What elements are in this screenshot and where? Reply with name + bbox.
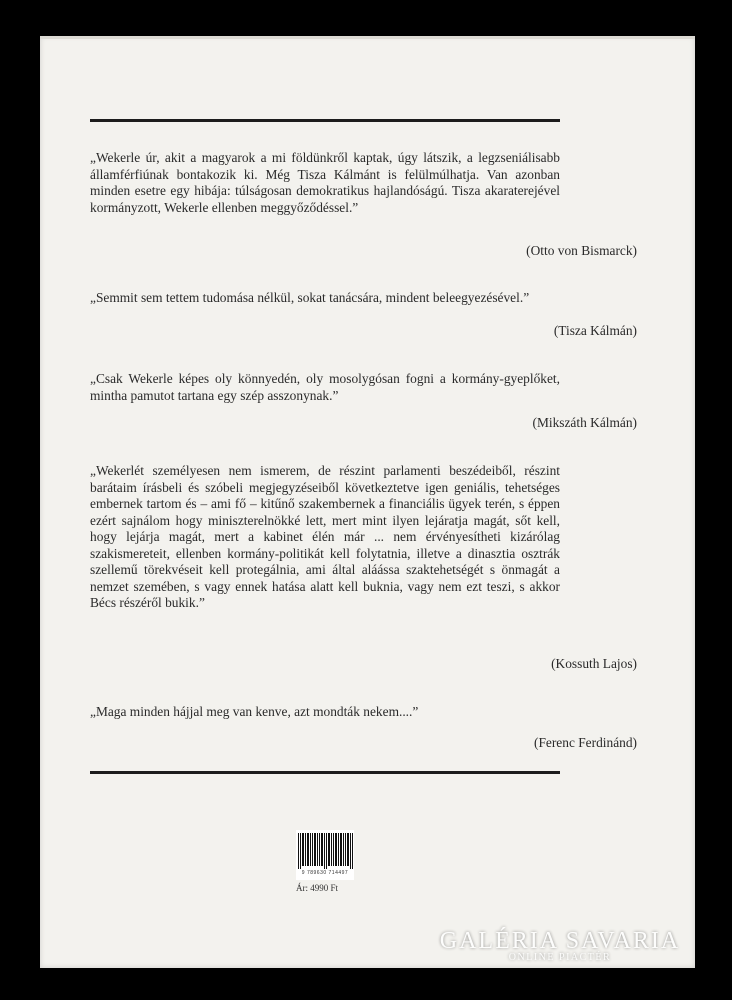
quote-kossuth: „Wekerlét személyesen nem ismerem, de részint parlamenti beszédeiből, részint barátaim írásbeli és szóbeli megjegyzéseiből következtetve igen geniális, tehetséges embernek tartom és – ami fő – kitűnő szakembernek a financiális ügyek terén, s éppen ezért sajnálom hogy miniszterelnökké lett, mert mint ilyen lejáratja magát, sőt kell, hogy lejárja magát, mert a kabinet élén már ... nem érvényesítheti kizárólag szakismereteit, ellenben kormány-politikát kell folytatnia, illetve a dinasztia osztrák szellemű törekvéseit kell protegálnia, ami által aláássa szaktehetségét s önmagát a nemzet szemében, s vagy ennek hatása alatt kell buknia, vagy nem ezt teszi, s akkor Bécs részéről bukik.” <box>90 463 560 610</box>
watermark-subtitle: ONLINE PIACTÉR <box>508 952 612 963</box>
watermark-title: GALÉRIA SAVARIA <box>439 928 681 954</box>
author-tisza: (Tisza Kálmán) <box>553 323 637 338</box>
cover-top-edge <box>40 36 695 39</box>
quote-bismarck: „Wekerle úr, akit a magyarok a mi földünkről kaptak, úgy látszik, a legzseniálisabb államférfiúnak bontakozik ki. Még Tisza Kálmánt is felülmúlhatja. Van azonban minden esetre egy hibája: túlságosan demokratikus hajlandóságú. Tisza akaraterejével kormányzott, Wekerle ellenben meggyőződéssel.” <box>90 150 560 215</box>
author-kossuth: (Kossuth Lajos) <box>551 656 637 671</box>
bottom-rule <box>90 771 560 774</box>
watermark <box>410 928 710 963</box>
author-bismarck: (Otto von Bismarck) <box>526 243 637 258</box>
author-ferenc-ferdinand: (Ferenc Ferdinánd) <box>534 735 637 750</box>
quote-tisza: „Semmit sem tettem tudomása nélkül, sokat tanácsára, mindent beleegyezésével.” <box>90 290 530 305</box>
price-label: Ár: 4990 Ft <box>296 883 339 893</box>
quote-ferenc-ferdinand: „Maga minden hájjal meg van kenve, azt mondták nekem....” <box>90 704 419 719</box>
top-rule <box>90 119 560 122</box>
barcode-digits: 9 789630 714497 <box>301 870 349 876</box>
author-mikszath: (Mikszáth Kálmán) <box>532 415 637 430</box>
quote-mikszath: „Csak Wekerle képes oly könnyedén, oly mosolygósan fogni a kormány-gyeplőket, mintha pamutot tartana egy szép asszonynak.” <box>90 371 560 403</box>
barcode-bars <box>296 830 354 870</box>
isbn-barcode <box>296 830 354 880</box>
